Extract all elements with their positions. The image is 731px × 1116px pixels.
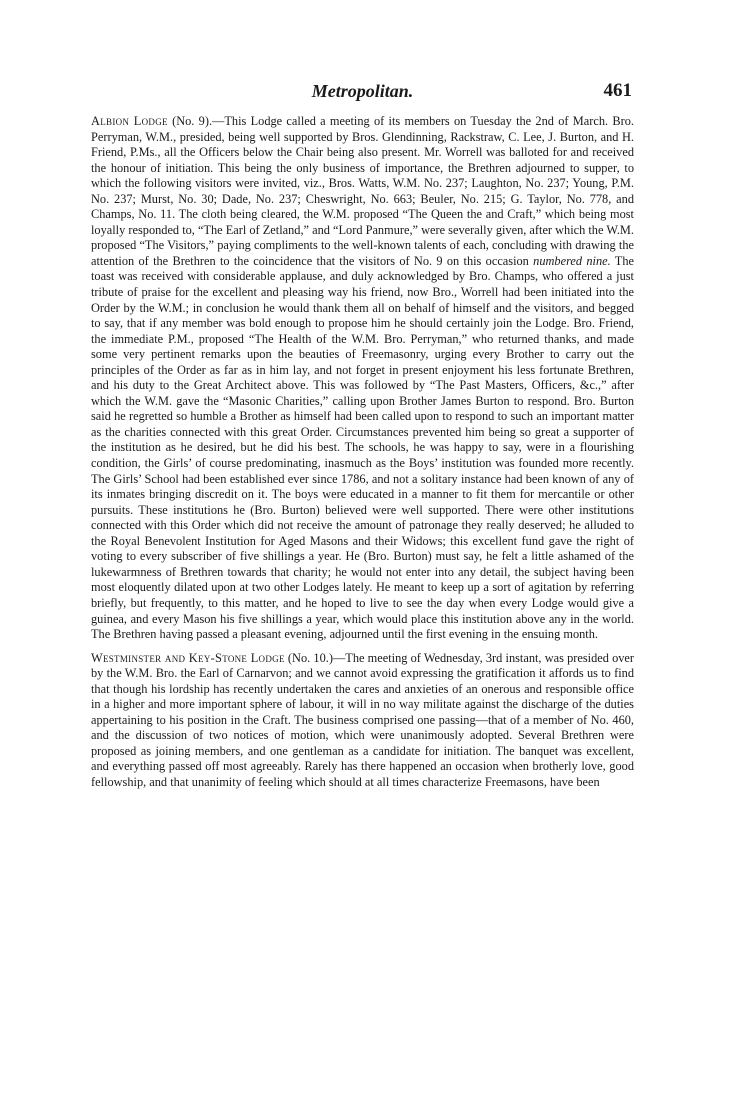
paragraph-lead: Albion Lodge bbox=[91, 114, 168, 128]
page-header bbox=[91, 78, 634, 106]
paragraph-lead: Westminster and Key-Stone Lodge bbox=[91, 650, 285, 665]
paragraph-albion-lodge bbox=[91, 114, 634, 643]
emphasized-text: numbered nine. bbox=[533, 253, 611, 268]
paragraph-text: (No. 10.)—The meeting of Wednesday, 3rd instant, was presided over by the W.M. Bro. the Earl of Carnarvon; and we cannot avoid expressing the gratification it affords us to find that though his lordship has recently undertaken the cares and anxieties of an onerous and responsible office in a higher and more important sphere of labour, it will in no way militate against the discharge of the duties appertaining to his position in the Craft. The business comprised one passing—that of a member of No. 460, and the discussion of two notices of motion, which were unanimously adopted. Several Brethren were proposed as joining members, and one gentleman as a candidate for initiation. The banquet was excellent, and everything passed off most agreeably. Rarely has there happened an occasion when brotherly love, good fellowship, and that unanimity of feeling which should at all times characterize Freemasons, have been bbox=[91, 650, 634, 789]
running-title: Metropolitan. bbox=[311, 81, 414, 101]
paragraph-text: (No. 9).—This Lodge called a meeting of its members on Tuesday the 2nd of March. Bro. Perryman, W.M., presided, being well supported by Bros. Glendinning, Rackstraw, C. Lee, J. Burton, and H. Friend, P.Ms., all the Officers below the Chair being also present. Mr. Worrell was balloted for and received the honour of initiation. This being the only business of importance, the Brethren adjourned to supper, to which the following visitors were invited, viz., Bros. Watts, W.M. No. 237; Laughton, No. 237; Young, P.M. No. 237; Murst, No. 30; Dade, No. 237; Cheswright, No. 663; Beuler, No. 215; G. Taylor, No. 778, and Champs, No. 11. The cloth being cleared, the W.M. proposed “The Queen the and Craft,” which being most loyally responded to, “The Earl of Zetland,” and “Lord Panmure,” were severally given, after which the W.M. proposed “The Visitors,” paying compliments to the well-known talents of each, concluding with drawing the attention of the Brethren to the coincidence that the visitors of No. 9 on this occasion bbox=[91, 114, 634, 268]
page-number: 461 bbox=[603, 80, 632, 101]
book-page bbox=[91, 78, 634, 791]
paragraph-westminster-lodge bbox=[91, 651, 634, 791]
paragraph-text: The toast was received with considerable applause, and duly acknowledged by Bro. Champs, who offered a just tribute of praise for the excellent and pleasing way his friend, now Bro., Worrell had been initiated into the Order by the W.M.; in conclusion he would thank them all on behalf of himself and the visitors, and begged to say, that if any member was bold enough to propose him he should certainly join the Lodge. Bro. Friend, the immediate P.M., proposed “The Health of the W.M. Bro. Perryman,” who returned thanks, and made some very pertinent remarks upon the beauties of Freemasonry, urging every Brother to carry out the principles of the Order as far as in him lay, and not forget in present enjoyment his less fortunate Brethren, and his duty to the Great Architect above. This was followed by “The Past Masters, Officers, &c.,” after which the W.M. gave the “Masonic Charities,” calling upon Brother James Burton to respond. Bro. Burton said he regretted so humble a Brother as himself had been called upon to respond to such an important matter as the charities connected with this great Order. Circumstances prevented him being so great a supporter of the institution as he desired, but he did his best. The schools, he was happy to say, were in a flourishing condition, the Girls’ of course predominating, inasmuch as the Boys’ institution was founded more recently. The Girls’ School had been established ever since 1786, and not a solitary instance had been known of any of its inmates bringing discredit on it. The boys were educated in a manner to fit them for mercantile or other pursuits. These institutions he (Bro. Burton) believed were well supported. There were other institutions connected with this Order which did not receive the amount of patronage they really deserved; he alluded to the Royal Benevolent Institution for Aged Masons and their Widows; this excellent fund gave the right of voting to every subscriber of five shillings a year. He (Bro. Burton) must say, he felt a little ashamed of the lukewarmness of Brethren towards that charity; he would not enter into any detail, the subject having been most eloquently dilated upon at two other Lodges lately. He meant to keep up a sort of agitation by referring briefly, but frequently, to this matter, and he hoped to live to see the day when every Lodge would give a guinea, and every Mason his five shillings a year, which would place this institution above any in the world. The Brethren having passed a pleasant evening, adjourned until the first evening in the ensuing month. bbox=[91, 253, 634, 642]
